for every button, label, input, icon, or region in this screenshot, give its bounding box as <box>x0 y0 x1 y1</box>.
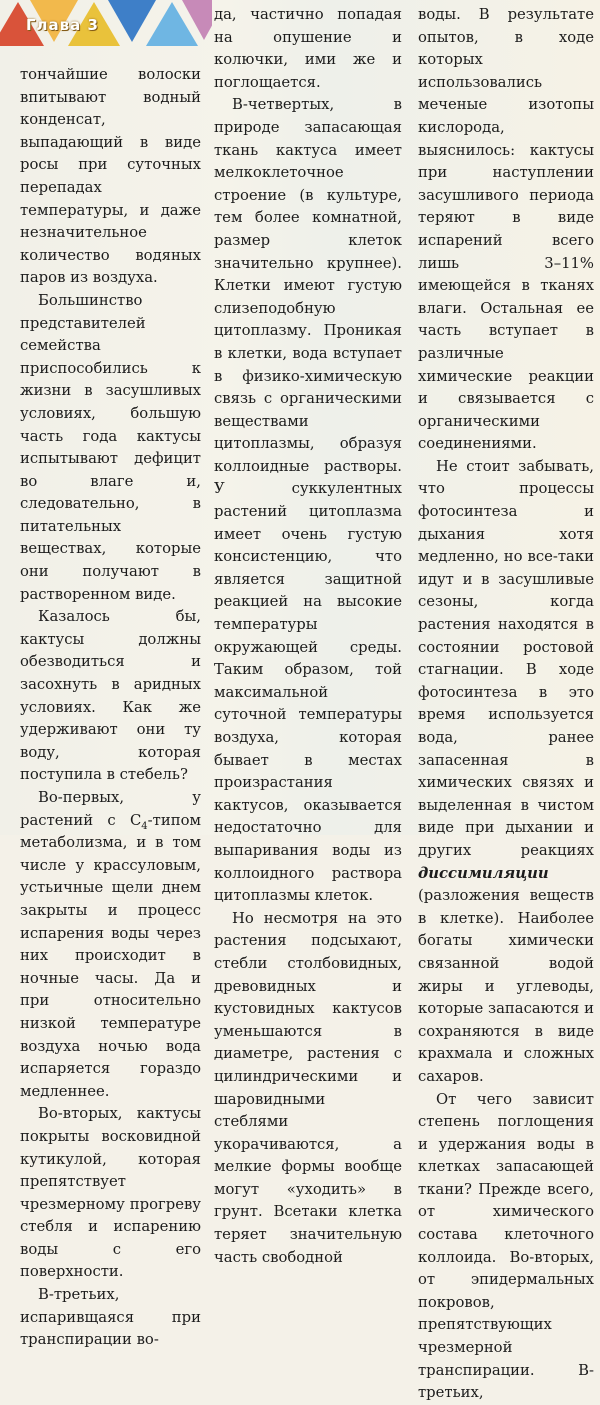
decor-triangle-pink <box>182 0 212 40</box>
text-column-2 <box>214 4 402 1269</box>
subscript-index: 4 <box>141 820 148 832</box>
text-column-1 <box>20 64 201 1352</box>
paragraph: В-третьих, испаривщаяся при транспирации во- <box>20 1286 201 1349</box>
paragraph: воды. В результате опытов, в ходе которых использовались меченые изотопы кислорода, выяснилось: кактусы при наступлении засушливого периода теряют в виде испарений всего лишь 3–11% имеющейся в тканях влаги. Остальная ее часть вступает в различные химические реакции и связывается с органическими соединениями. <box>418 6 594 453</box>
paragraph-text: -типом метаболизма, и в том числе у крассуловым, устьичные щели днем закрыты и процесс испарения воды через них происходит в ночные часы. Да и при относительно низкой температуре воздуха ночью вода испаряется гораздо медленнее. <box>20 811 201 1100</box>
chapter-label: Глава 3 <box>26 16 99 34</box>
paragraph <box>20 787 201 1103</box>
paragraph: От чего зависит степень поглощения и удержания воды в клетках запасающей ткани? Прежде всего, от химического состава клеточного коллоида. Во-вторых, от эпидермальных покровов, препятствующих чрезмерной транспирации. В-третьих, <box>418 1090 594 1402</box>
paragraph: Во-вторых, кактусы покрыты восковидной кутикулой, которая препятствует чрезмерному прогреву стебля и испарению воды с его поверхности. <box>20 1105 201 1281</box>
paragraph <box>418 456 594 1089</box>
paragraph: Казалось бы, кактусы должны обезводиться и засохнуть в аридных условиях. Как же удерживают они ту воду, которая поступила в стебель? <box>20 608 201 784</box>
paragraph: да, частично попадая на опушение и колючки, ими же и поглощается. <box>214 6 402 91</box>
paragraph: Но несмотря на это растения подсыхают, стебли столбовидных, древовидных и кустовидных кактусов уменьшаются в диаметре, растения с цилиндрическими и шаровидными стеблями укорачиваются, а мелкие формы вообще могут «уходить» в грунт. Всетаки клетка теряет значительную часть свободной <box>214 909 402 1266</box>
term-dissimilation: диссимиляции <box>418 864 549 882</box>
paragraph: тончайшие волоски впитывают водный конденсат, выпадающий в виде росы при суточных перепадах температуры, и даже незначительное количество водяных паров из воздуха. <box>20 66 201 287</box>
paragraph: Большинство представителей семейства приспособились к жизни в засушливых условиях, большую часть года кактусы испытывают дефицит во влаге и, следовательно, в питательных веществах, которые они получают в растворенном виде. <box>20 291 201 603</box>
paragraph-text: Во-первых, у растений с С <box>20 789 201 829</box>
chapter-header <box>0 0 212 50</box>
paragraph-text: Не стоит забывать, что процессы фотосинтеза и дыхания хотя медленно, но все-таки идут и в засушливые сезоны, когда растения находятся в состоянии ростовой стагнации. В ходе фотосинтеза в это время используется вода, ранее запасенная в химических связях и выделенная в чистом виде при дыхании и других реакциях <box>418 457 594 859</box>
paragraph-text: (разложения веществ в клетке). Наиболее богаты химически связанной водой жиры и углеводы, которые запасаются и сохраняются в виде крахмала и сложных сахаров. <box>418 887 594 1085</box>
text-column-3 <box>418 4 594 1405</box>
paragraph: В-четвертых, в природе запасающая ткань кактуса имеет мелкоклеточное строение (в культуре, тем более комнатной, размер клеток значительно крупнее). Клетки имеют густую слизеподобную цитоплазму. Проникая в клетки, вода вступает в физико-химическую связь с органическими веществами цитоплазмы, образуя коллоидные растворы. У суккулентных растений цитоплазма имеет очень густую консистенцию, что является защитной реакцией на высокие температуры окружающей среды. Таким образом, той максимальной суточной температуры воздуха, которая бывает в местах произрастания кактусов, оказывается недостаточно для выпаривания воды из коллоидного раствора цитоплазмы клеток. <box>214 96 402 905</box>
